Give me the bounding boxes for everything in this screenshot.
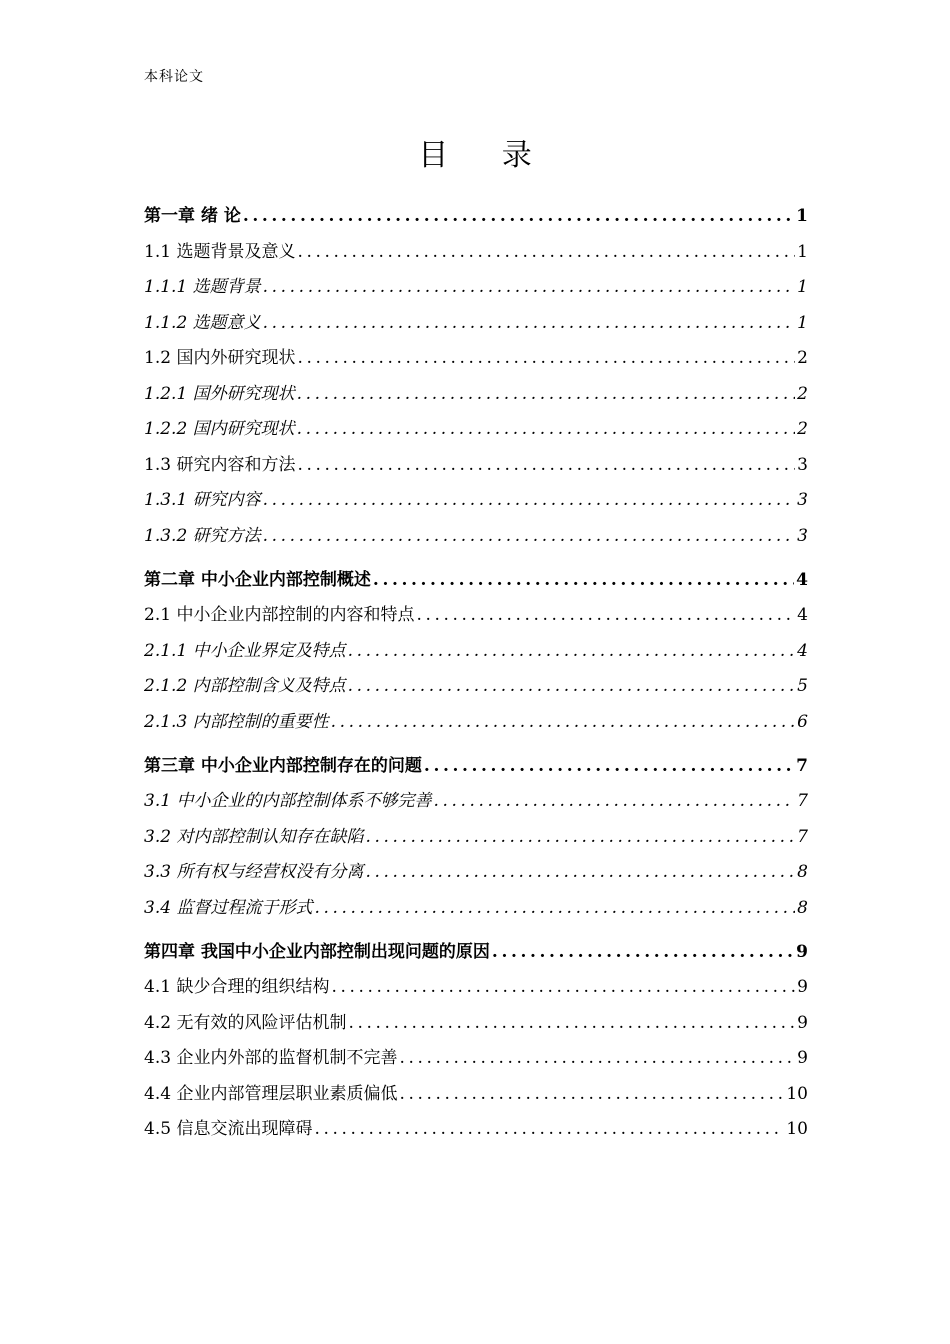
toc-entry[interactable] [144, 590, 808, 626]
toc-entry-page-number: 10 [786, 1119, 808, 1139]
toc-entry-page-number: 1 [796, 206, 808, 226]
toc-entry-label: 第二章 中小企业内部控制概述 [144, 569, 371, 590]
toc-entry-page-number: 1 [797, 277, 808, 297]
toc-entry-label: 第一章 绪 论 [144, 206, 241, 226]
toc-entry-label: 4.1 缺少合理的组织结构 [144, 977, 330, 997]
toc-entry-label: 3.2 对内部控制认知存在缺陷 [144, 826, 364, 847]
toc-entry-page-number: 9 [797, 1048, 808, 1068]
toc-entry-label: 3.4 监督过程流于形式 [144, 897, 313, 918]
toc-entry-label: 4.3 企业内外部的监督机制不完善 [144, 1048, 398, 1068]
toc-entry[interactable] [144, 1104, 808, 1140]
toc-title: 目 录 [418, 138, 554, 173]
toc-leader-dots [416, 605, 795, 625]
toc-leader-dots [297, 348, 795, 368]
toc-entry[interactable] [144, 368, 808, 404]
toc-leader-dots [297, 419, 796, 439]
toc-entry-page-number: 6 [797, 711, 808, 732]
toc-entry-page-number: 7 [797, 826, 808, 847]
toc-entry-label: 1.2.2 国内研究现状 [144, 419, 295, 439]
toc-leader-dots [399, 1048, 795, 1068]
toc-leader-dots [297, 384, 796, 404]
toc-entry-label: 1.2.1 国外研究现状 [144, 383, 295, 404]
toc-entry[interactable] [144, 696, 808, 732]
toc-entry-label: 4.4 企业内部管理层职业素质偏低 [144, 1083, 398, 1104]
toc-entry-page-number: 3 [797, 490, 808, 510]
toc-entry-label: 2.1 中小企业内部控制的内容和特点 [144, 605, 415, 625]
toc-entry[interactable] [144, 776, 808, 812]
toc-entry[interactable] [144, 404, 808, 440]
toc-entry-label: 4.5 信息交流出现障碍 [144, 1119, 313, 1139]
toc-entry[interactable] [144, 226, 808, 262]
toc-leader-dots [348, 676, 796, 696]
toc-entry-label: 4.2 无有效的风险评估机制 [144, 1012, 347, 1033]
toc-entry[interactable] [144, 625, 808, 661]
toc-leader-dots [492, 942, 794, 962]
table-of-contents [144, 196, 808, 1139]
toc-entry[interactable] [144, 546, 808, 590]
toc-leader-dots [297, 455, 795, 475]
toc-entry-page-number: 7 [796, 755, 808, 776]
toc-entry-page-number: 3 [797, 454, 808, 475]
toc-entry-label: 1.2 国内外研究现状 [144, 348, 296, 368]
toc-leader-dots [331, 712, 796, 732]
toc-leader-dots [314, 898, 795, 918]
toc-entry-label: 1.3 研究内容和方法 [144, 454, 296, 475]
toc-entry[interactable] [144, 847, 808, 883]
toc-leader-dots [263, 313, 796, 333]
toc-entry-label: 2.1.3 内部控制的重要性 [144, 711, 329, 732]
toc-entry-label: 第三章 中小企业内部控制存在的问题 [144, 755, 422, 776]
toc-entry[interactable] [144, 732, 808, 776]
toc-entry[interactable] [144, 196, 808, 226]
toc-entry[interactable] [144, 333, 808, 369]
toc-entry-page-number: 4 [797, 605, 808, 625]
toc-leader-dots [314, 1119, 784, 1139]
toc-leader-dots [424, 756, 794, 776]
toc-entry[interactable] [144, 918, 808, 962]
toc-leader-dots [433, 791, 795, 811]
toc-entry-page-number: 5 [797, 676, 808, 696]
toc-entry[interactable] [144, 661, 808, 697]
toc-entry-page-number: 7 [797, 791, 808, 811]
toc-entry-label: 2.1.1 中小企业界定及特点 [144, 640, 346, 661]
toc-entry[interactable] [144, 262, 808, 298]
toc-entry-page-number: 9 [797, 1012, 808, 1033]
toc-entry-label: 1.1.2 选题意义 [144, 312, 261, 333]
toc-leader-dots [348, 641, 796, 661]
toc-leader-dots [263, 277, 796, 297]
toc-entry-label: 1.1.1 选题背景 [144, 277, 261, 297]
toc-entry[interactable] [144, 1033, 808, 1069]
toc-entry[interactable] [144, 510, 808, 546]
toc-entry[interactable] [144, 439, 808, 475]
toc-leader-dots [373, 570, 794, 590]
toc-entry-label: 1.3.2 研究方法 [144, 525, 261, 546]
toc-leader-dots [263, 526, 796, 546]
toc-leader-dots [331, 977, 795, 997]
toc-entry[interactable] [144, 811, 808, 847]
toc-leader-dots [365, 827, 795, 847]
toc-entry-page-number: 2 [797, 383, 808, 404]
toc-entry-page-number: 4 [796, 569, 808, 590]
toc-leader-dots [297, 242, 795, 262]
toc-leader-dots [399, 1084, 784, 1104]
toc-entry-page-number: 2 [797, 419, 808, 439]
toc-entry-page-number: 4 [797, 640, 808, 661]
toc-entry-label: 2.1.2 内部控制含义及特点 [144, 676, 346, 696]
toc-entry[interactable] [144, 962, 808, 998]
toc-entry-label: 1.1 选题背景及意义 [144, 241, 296, 262]
toc-leader-dots [348, 1013, 795, 1033]
toc-leader-dots [263, 490, 796, 510]
toc-entry-page-number: 1 [797, 312, 808, 333]
toc-entry-label: 3.1 中小企业的内部控制体系不够完善 [144, 791, 432, 811]
toc-entry[interactable] [144, 997, 808, 1033]
page-header: 本科论文 [144, 69, 204, 85]
toc-leader-dots [243, 206, 794, 226]
toc-entry-page-number: 8 [797, 862, 808, 882]
toc-entry-page-number: 1 [797, 241, 808, 262]
toc-entry-label: 1.3.1 研究内容 [144, 490, 261, 510]
toc-entry-page-number: 3 [797, 525, 808, 546]
toc-entry-page-number: 2 [797, 348, 808, 368]
toc-entry[interactable] [144, 475, 808, 511]
toc-entry-page-number: 9 [797, 977, 808, 997]
toc-entry[interactable] [144, 1068, 808, 1104]
toc-entry-page-number: 8 [797, 897, 808, 918]
toc-entry-page-number: 10 [786, 1083, 808, 1104]
toc-leader-dots [365, 862, 795, 882]
toc-entry[interactable] [144, 882, 808, 918]
toc-entry-page-number: 9 [796, 941, 808, 962]
toc-entry-label: 3.3 所有权与经营权没有分离 [144, 862, 364, 882]
toc-entry[interactable] [144, 297, 808, 333]
toc-entry-label: 第四章 我国中小企业内部控制出现问题的原因 [144, 941, 490, 962]
